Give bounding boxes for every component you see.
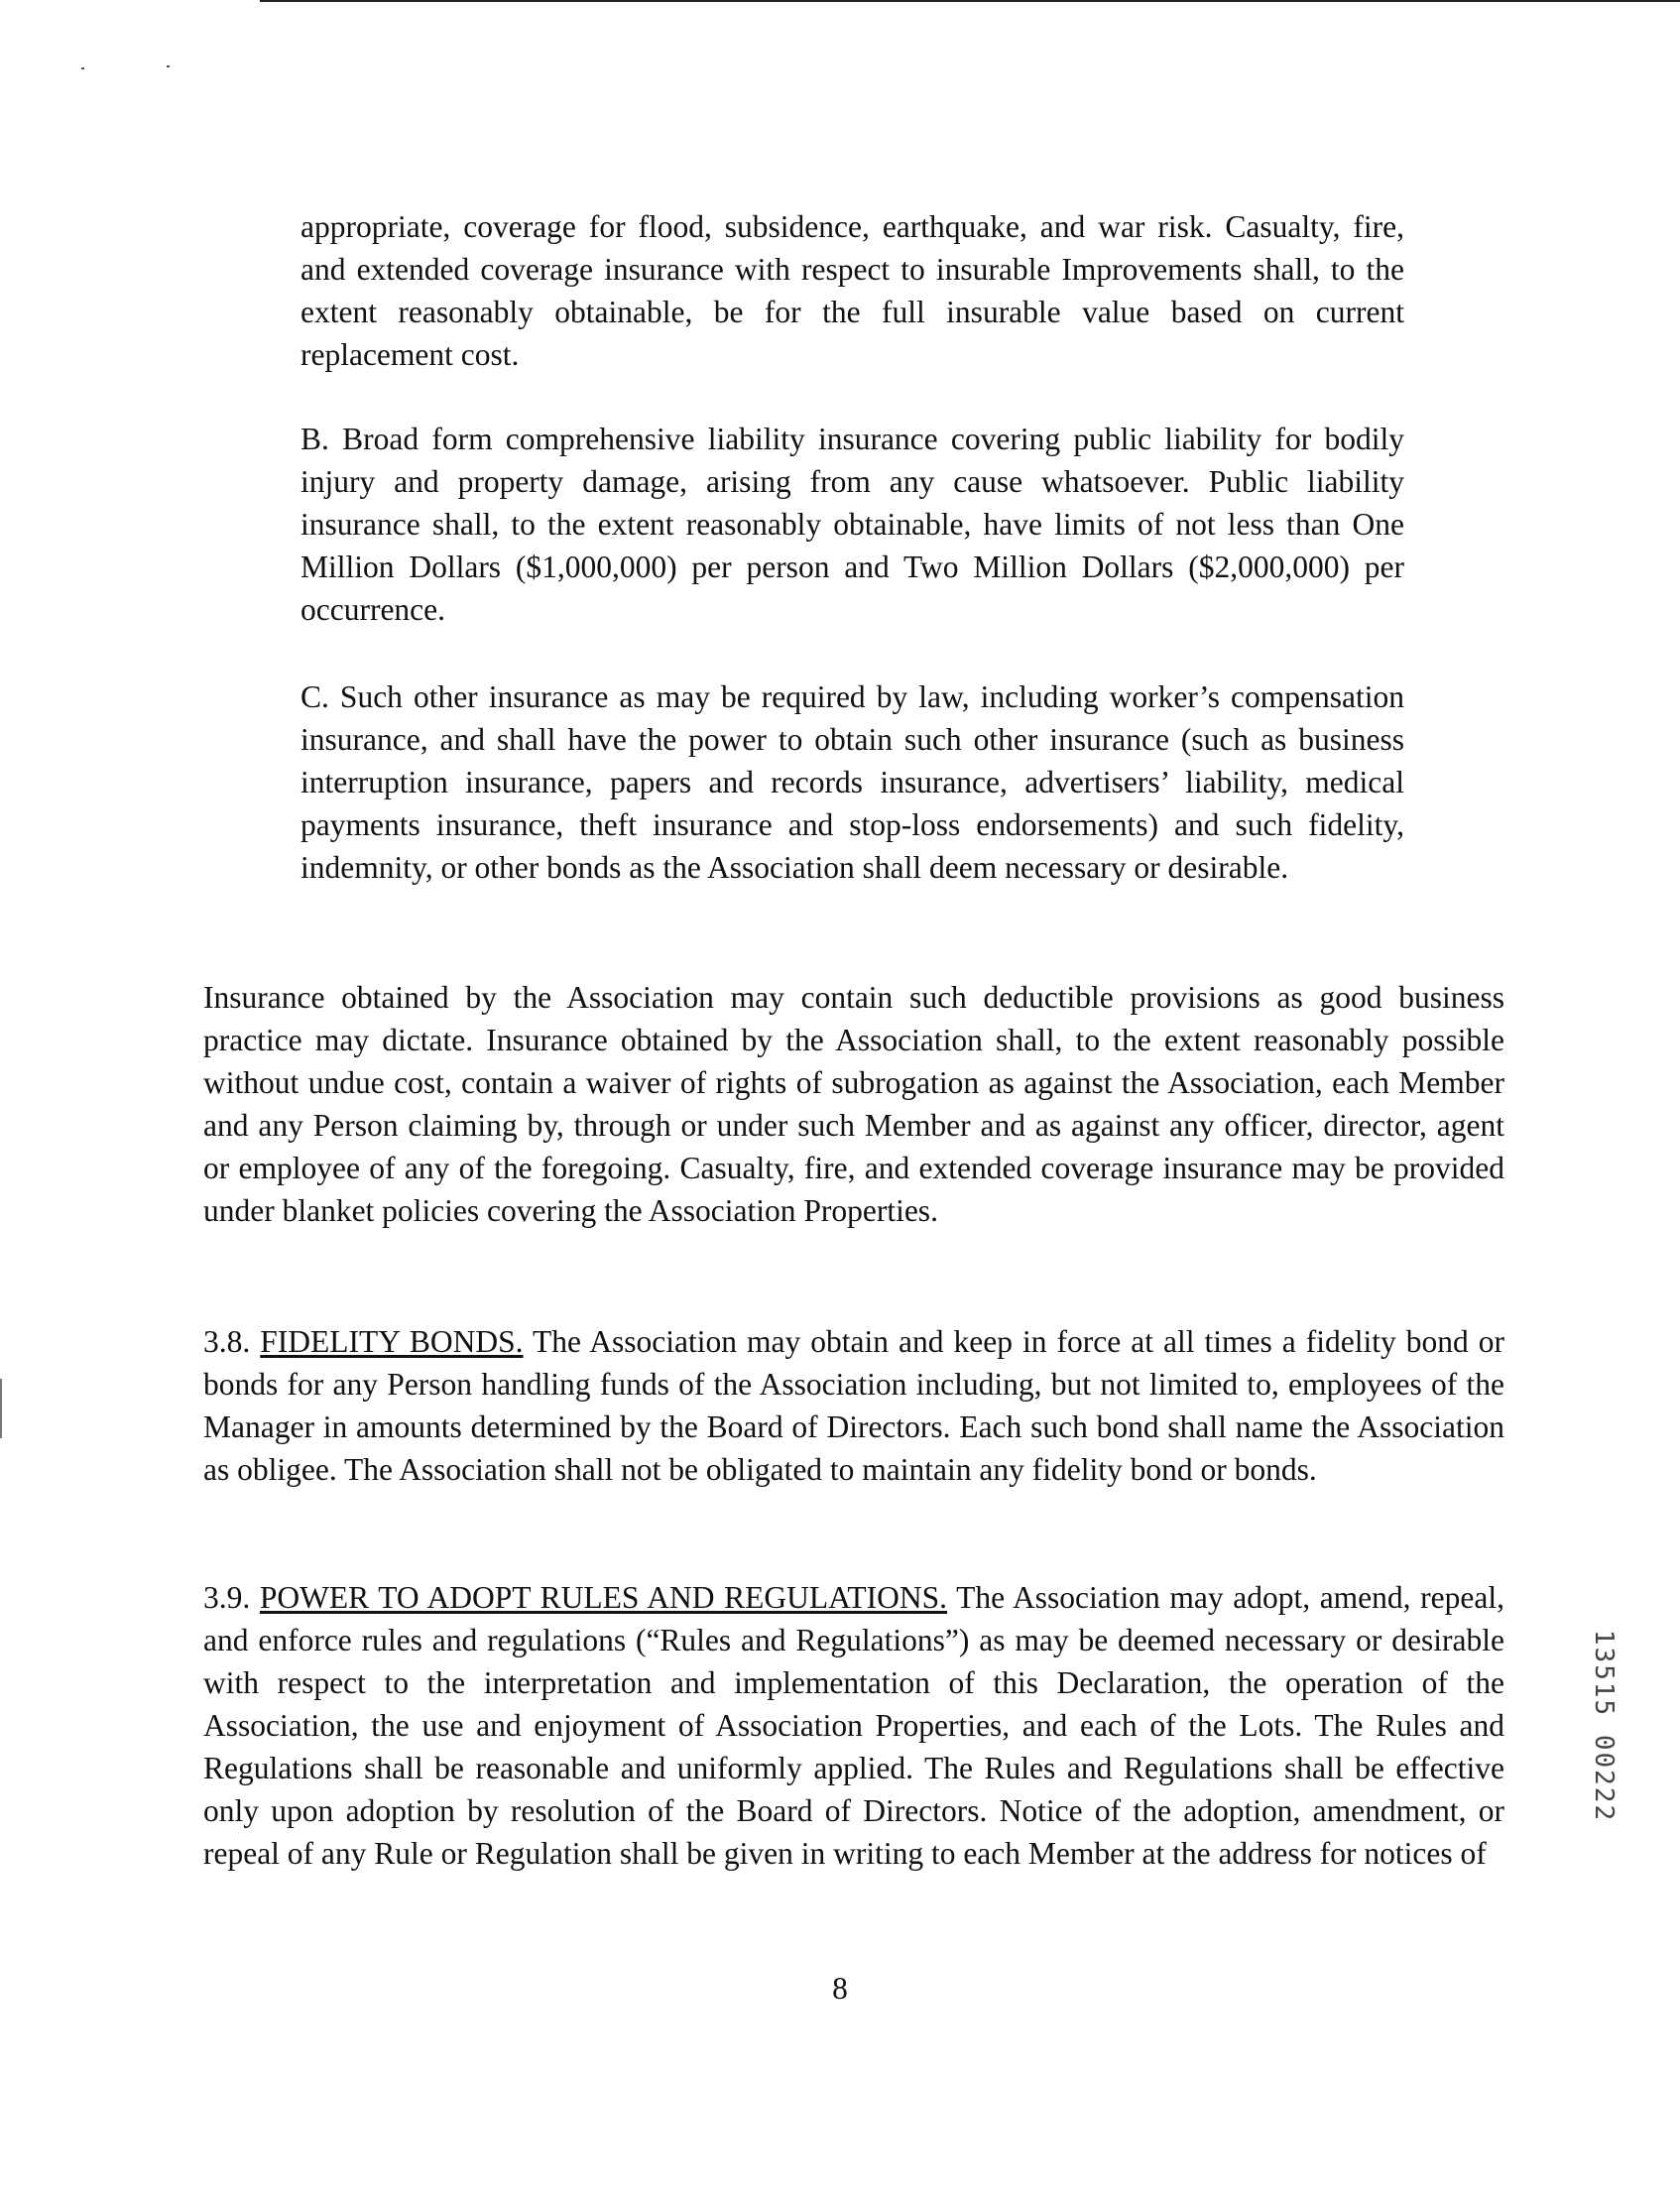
recording-stamp bbox=[1579, 1587, 1628, 1865]
section-3-8-body: The Association may obtain and keep in force at all times a fidelity bond or bonds for any Person handling funds of the Association including, but not limited to, employees of the Manager in amounts determined by the Board of Directors. Each such bond shall name the Association as obligee. The Association shall not be obligated to maintain any fidelity bond or bonds. bbox=[203, 1324, 1505, 1487]
page-number: 8 bbox=[832, 1971, 848, 2006]
section-3-9-body: The Association may adopt, amend, repeal, and enforce rules and regulations (“Rules and Regulations”) as may be deemed necessary or desirable with respect to the interpretation and implementation of this Declaration, the operation of the Association, the use and enjoyment of Association Properties, and each of the Lots. The Rules and Regulations shall be reasonable and uniformly applied. The Rules and Regulations shall be effective only upon adoption by resolution of the Board of Directors. Notice of the adoption, amendment, or repeal of any Rule or Regulation shall be given in writing to each Member at the address for notices of bbox=[203, 1580, 1504, 1871]
section-3-8-heading: FIDELITY BONDS. bbox=[260, 1324, 524, 1359]
section-3-9-number: 3.9. bbox=[203, 1580, 251, 1615]
recording-stamp-text: 13515 00222 bbox=[1589, 1629, 1619, 1823]
paragraph-insurance-provisions: Insurance obtained by the Association may contain such deductible provisions as good business practice may dictate. Insurance obtained by the Association shall, to the extent reasonably possible without undue cost, contain a waiver of rights of subrogation as against the Association, each Member and any Person claiming by, through or under such Member and as against any officer, director, agent or employee of any of the foregoing. Casualty, fire, and extended coverage insurance may be provided under blanket policies covering the Association Properties. bbox=[203, 980, 1504, 1228]
section-3-8 bbox=[203, 1320, 1504, 1491]
scan-speck bbox=[81, 67, 84, 69]
paragraph-b: B. Broad form comprehensive liability insurance covering public liability for bodily injury and property damage, arising from any cause whatsoever. Public liability insurance shall, to the extent reasonably obtainable, have limits of not less than One Million Dollars ($1,000,000) per person and Two Million Dollars ($2,000,000) per occurrence. bbox=[300, 422, 1404, 627]
section-3-9-heading: POWER TO ADOPT RULES AND REGULATIONS. bbox=[259, 1580, 948, 1615]
section-3-8-number: 3.8. bbox=[203, 1324, 251, 1359]
scan-edge-mark bbox=[0, 1379, 2, 1438]
section-3-9 bbox=[203, 1576, 1504, 1875]
scan-speck bbox=[167, 65, 170, 67]
paragraph-a-continuation: appropriate, coverage for flood, subsidence, earthquake, and war risk. Casualty, fire, and extended coverage insurance with respect to insurable Improvements shall, to the extent reasonably obtainable, be for the full insurable value based on current replacement cost. bbox=[300, 209, 1404, 372]
top-scan-border bbox=[260, 0, 1680, 2]
paragraph-c: C. Such other insurance as may be required by law, including worker’s compensation insurance, and shall have the power to obtain such other insurance (such as business interruption insurance, papers and records insurance, advertisers’ liability, medical payments insurance, theft insurance and stop-loss endorsements) and such fidelity, indemnity, or other bonds as the Association shall deem necessary or desirable. bbox=[300, 679, 1404, 885]
